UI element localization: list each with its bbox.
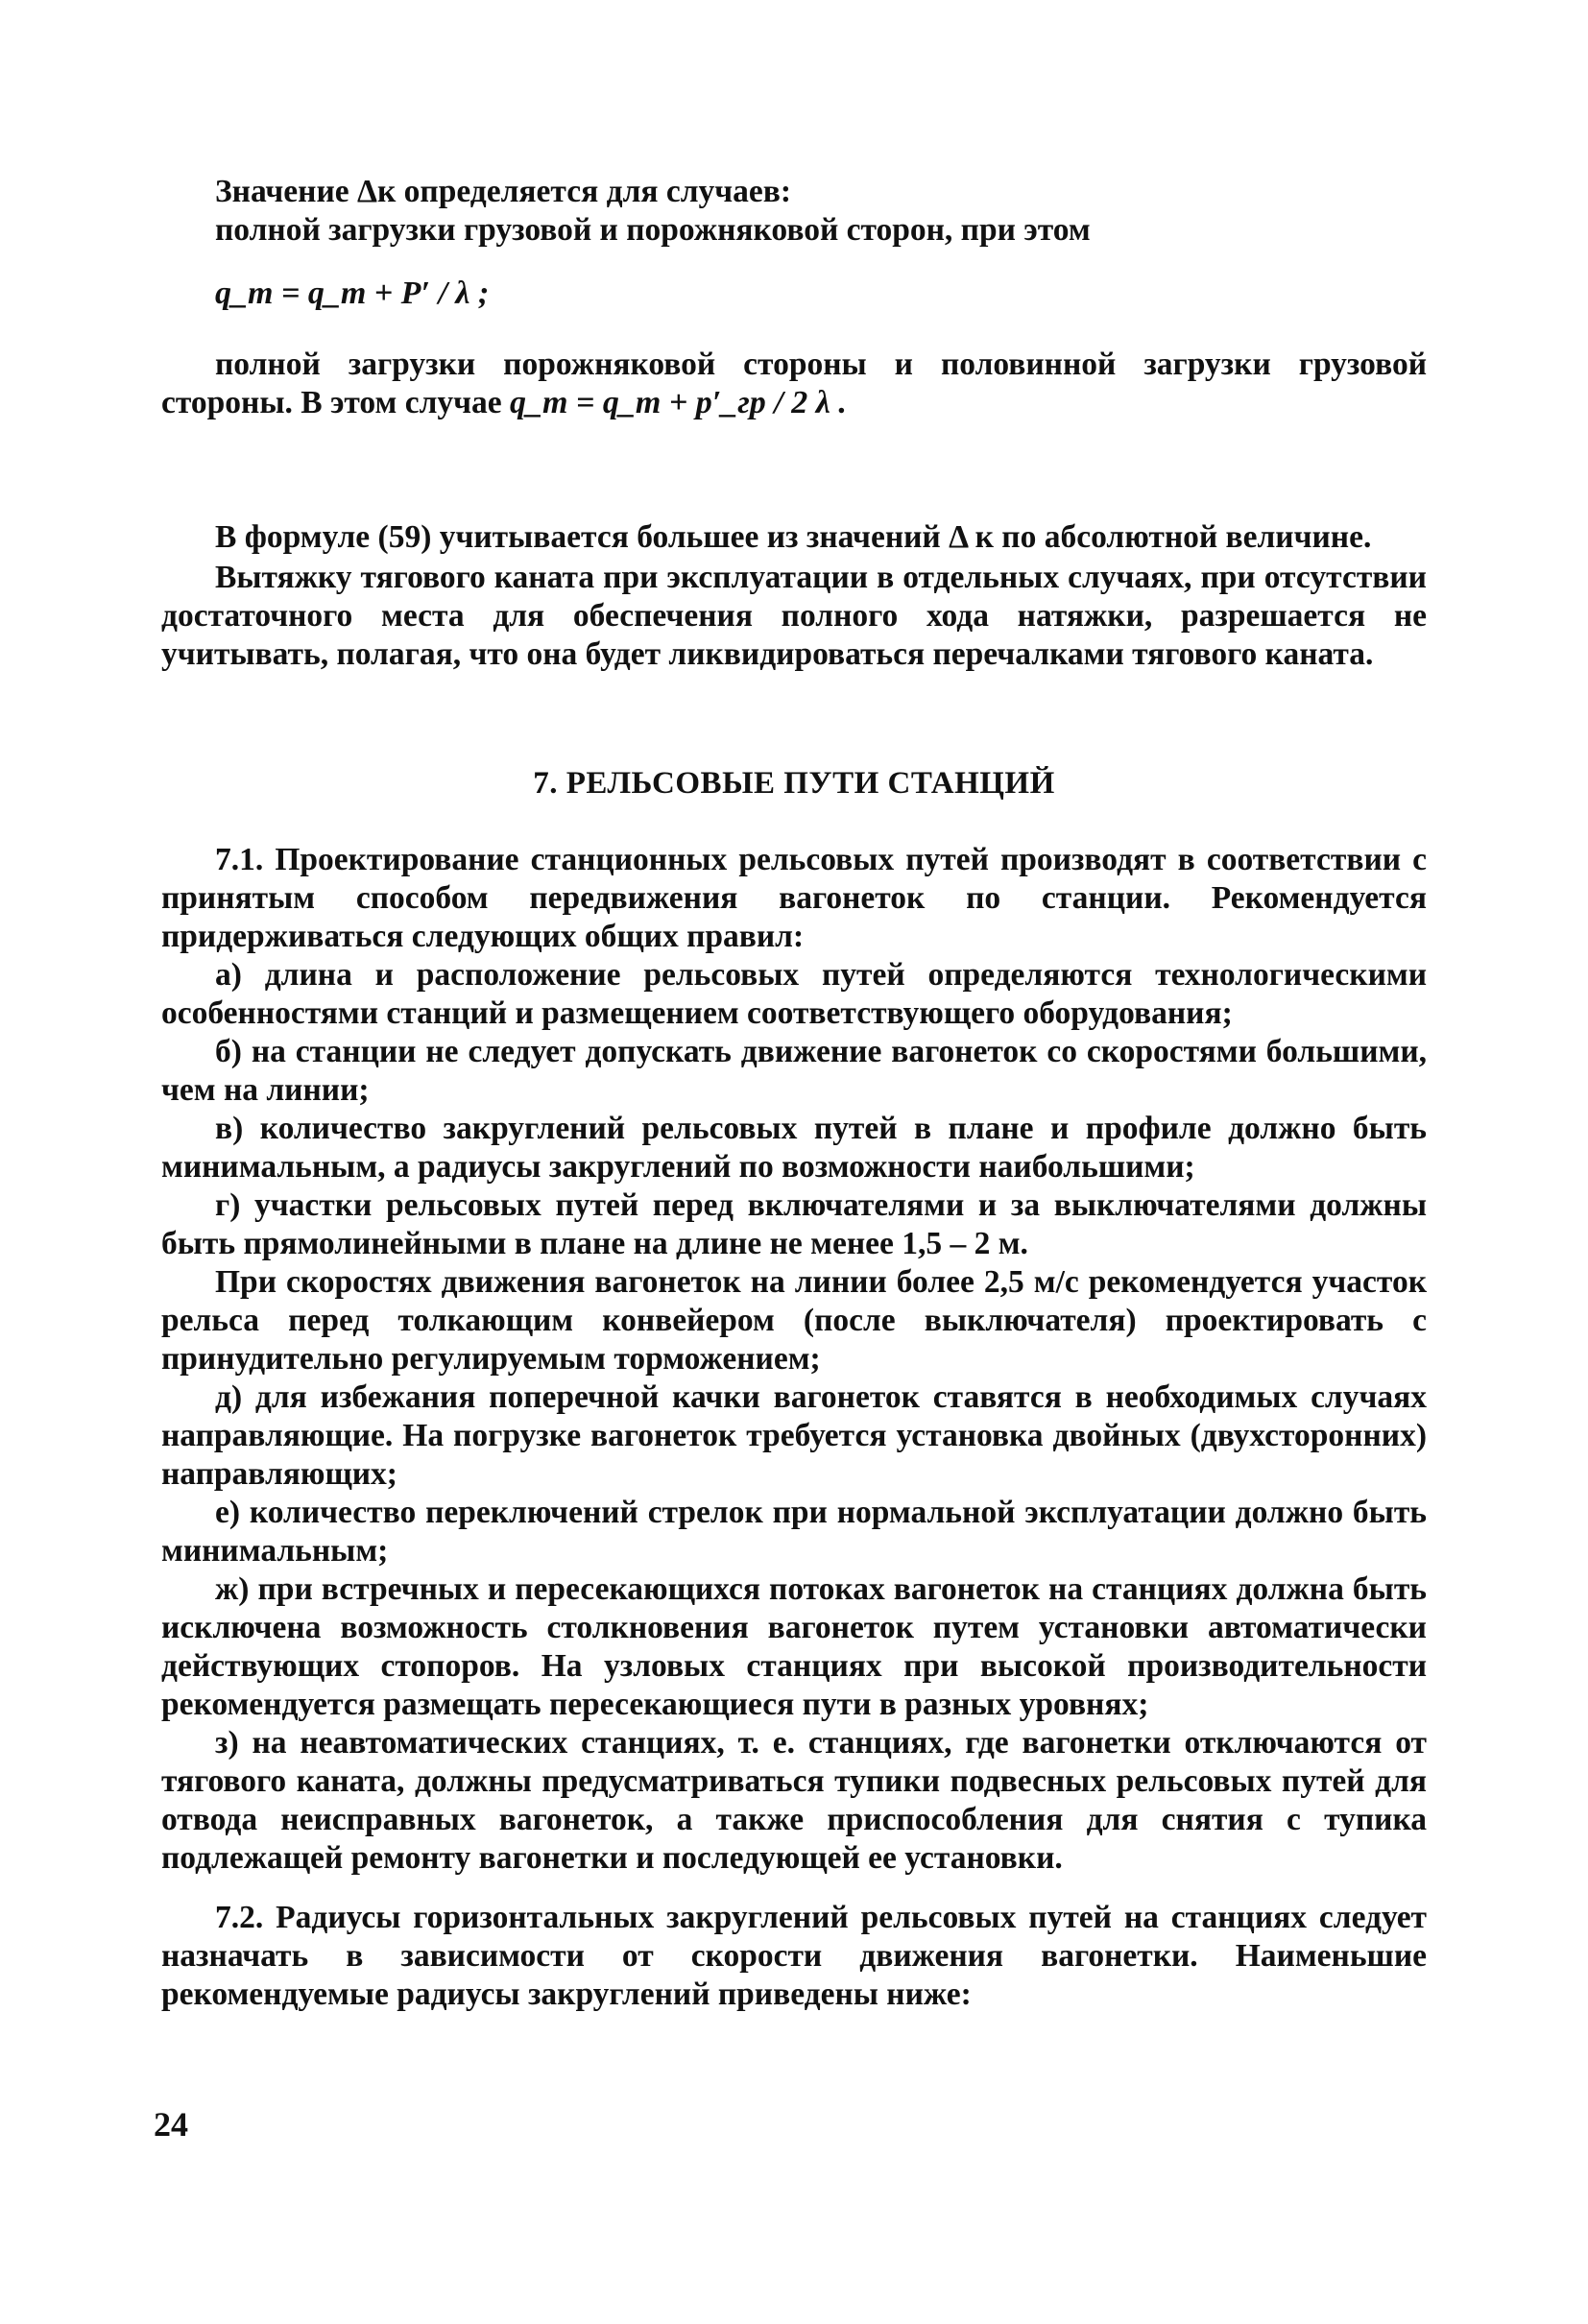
rule-b: б) на станции не следует допускать движение вагонеток со скоростями большими, чем на линии; bbox=[161, 1034, 1427, 1108]
clause-7-1-number: 7.1. bbox=[215, 842, 264, 877]
stretch-paragraph: Вытяжку тягового каната при эксплуатации в отдельных случаях, при отсутствии достаточного места для обеспечения полного хода натяжки, разрешается не учитывать, полагая, что она будет ликвидироваться перечалками тягового каната. bbox=[161, 560, 1427, 672]
rule-g-note: При скоростях движения вагонеток на линии более 2,5 м/с рекомендуется участок рельса перед толкающим конвейером (после выключателя) проектировать с принудительно регулируемым торможением; bbox=[161, 1264, 1427, 1377]
formula-1: q_m = q_т + P′ / λ ; bbox=[215, 276, 490, 311]
formula-59-text: В формуле (59) учитывается большее из значений Δ к по абсолютной величине. bbox=[215, 519, 1372, 555]
rule-z: з) на неавтоматических станциях, т. е. станциях, где вагонетки отключаются от тягового каната, должны предусматриваться тупики подвесных рельсовых путей для отвода неисправных вагонеток, а также приспособления для снятия с тупика подлежащей ремонту вагонетки и последующей ее установки. bbox=[161, 1725, 1427, 1876]
clause-7-1-text: Проектирование станционных рельсовых путей производят в соответствии с принятым способом передвижения вагонеток по станции. Рекомендуется придерживаться следующих общих правил: bbox=[161, 842, 1427, 954]
paragraph-formula-59 bbox=[161, 518, 1427, 674]
intro-line-2: полной загрузки грузовой и порожняковой сторон, при этом bbox=[215, 212, 1091, 248]
section-7-1 bbox=[161, 841, 1427, 2014]
rule-g: г) участки рельсовых путей перед включателями и за выключателями должны быть прямолинейными в плане на длине не менее 1,5 – 2 м. bbox=[161, 1187, 1427, 1261]
clause-7-2 bbox=[161, 1899, 1427, 2014]
case-2-label: полной загрузки порожняковой стороны и половинной загрузки грузовой стороны. В этом случае bbox=[161, 347, 1427, 420]
section-heading: 7. РЕЛЬСОВЫЕ ПУТИ СТАНЦИЙ bbox=[533, 766, 1055, 801]
formula-2: q_m = q_т + p′_гр / 2 λ . bbox=[510, 385, 847, 420]
clause-7-2-number: 7.2. bbox=[215, 1900, 264, 1935]
case-2-text bbox=[161, 346, 1427, 422]
rule-zh: ж) при встречных и пересекающихся потоках вагонеток на станциях должна быть исключена возможность столкновения вагонеток путем установки автоматически действующих стопоров. На узловых станциях при высокой производительности рекомендуется размещать пересекающиеся пути в разных уровнях; bbox=[161, 1571, 1427, 1722]
intro-line-1: Значение Δк определяется для случаев: bbox=[215, 174, 792, 209]
rule-v: в) количество закруглений рельсовых путей в плане и профиле должно быть минимальным, а радиусы закруглений по возможности наибольшими; bbox=[161, 1111, 1427, 1185]
intro-block bbox=[161, 173, 1427, 422]
rule-a: а) длина и расположение рельсовых путей определяются технологическими особенностями станций и размещением соответствующего оборудования; bbox=[161, 957, 1427, 1031]
rule-e: е) количество переключений стрелок при нормальной эксплуатации должно быть минимальным; bbox=[161, 1495, 1427, 1569]
clause-7-2-text: Радиусы горизонтальных закруглений рельсовых путей на станциях следует назначать в зависимости от скорости движения вагонетки. Наименьшие рекомендуемые радиусы закруглений приведены ниже: bbox=[161, 1900, 1428, 2012]
rule-d: д) для избежания поперечной качки вагонеток ставятся в необходимых случаях направляющие. На погрузке вагонеток требуется установка двойных (двухсторонних) направляющих; bbox=[161, 1379, 1427, 1492]
clause-7-1 bbox=[161, 841, 1427, 956]
page-number: 24 bbox=[154, 2105, 188, 2144]
